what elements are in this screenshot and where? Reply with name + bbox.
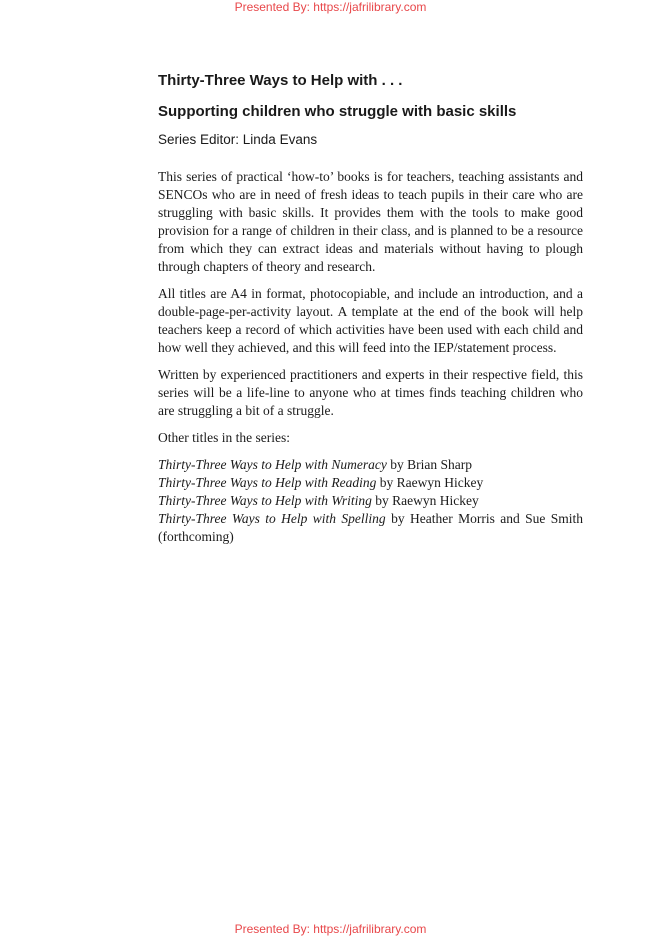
intro-paragraph: This series of practical ‘how-to’ books is for teachers, teaching assistants and SENCOs who are in need of fresh ideas to teach pupils in their care who are struggling with basic skills. It provides them with the tools to make good provision for a range of children in their class, and is planned to be a resource from which they can extract ideas and materials without having to plough through chapters of theory and research.: [158, 169, 583, 274]
page-content: [158, 72, 583, 562]
book-author: by Raewyn Hickey: [376, 475, 484, 490]
book-title: Thirty-Three Ways to Help with Writing: [158, 493, 372, 508]
list-item: [158, 492, 583, 510]
format-paragraph: All titles are A4 in format, photocopiable, and include an introduction, and a double-page-per-activity layout. A template at the end of the book will help teachers keep a record of which activities have been used with each child and how well they achieved, and this will feed into the IEP/statement process.: [158, 286, 583, 355]
book-title: Thirty-Three Ways to Help with Spelling: [158, 511, 386, 526]
watermark-top: Presented By: https://jafrilibrary.com: [234, 0, 427, 14]
book-author: by Heather Morris and Sue Smith (forthcoming): [158, 511, 583, 544]
book-title: Thirty-Three Ways to Help with Reading: [158, 475, 377, 490]
book-title: Thirty-Three Ways to Help with Numeracy: [158, 457, 387, 472]
audience-paragraph: Written by experienced practitioners and experts in their respective field, this series will be a life-line to anyone who at times finds teaching children who are struggling a bit of a struggle.: [158, 367, 583, 418]
series-title: Thirty-Three Ways to Help with . . .: [158, 72, 403, 89]
list-item: [158, 510, 583, 546]
series-subtitle: Supporting children who struggle with basic skills: [158, 103, 517, 120]
book-author: by Raewyn Hickey: [371, 493, 479, 508]
list-item: [158, 474, 583, 492]
watermark-bottom: Presented By: https://jafrilibrary.com: [234, 922, 427, 936]
other-titles-heading: Other titles in the series:: [158, 430, 290, 445]
other-titles-list: [158, 456, 583, 546]
series-editor: Series Editor: Linda Evans: [158, 132, 318, 147]
list-item: [158, 456, 583, 474]
book-author: by Brian Sharp: [386, 457, 472, 472]
